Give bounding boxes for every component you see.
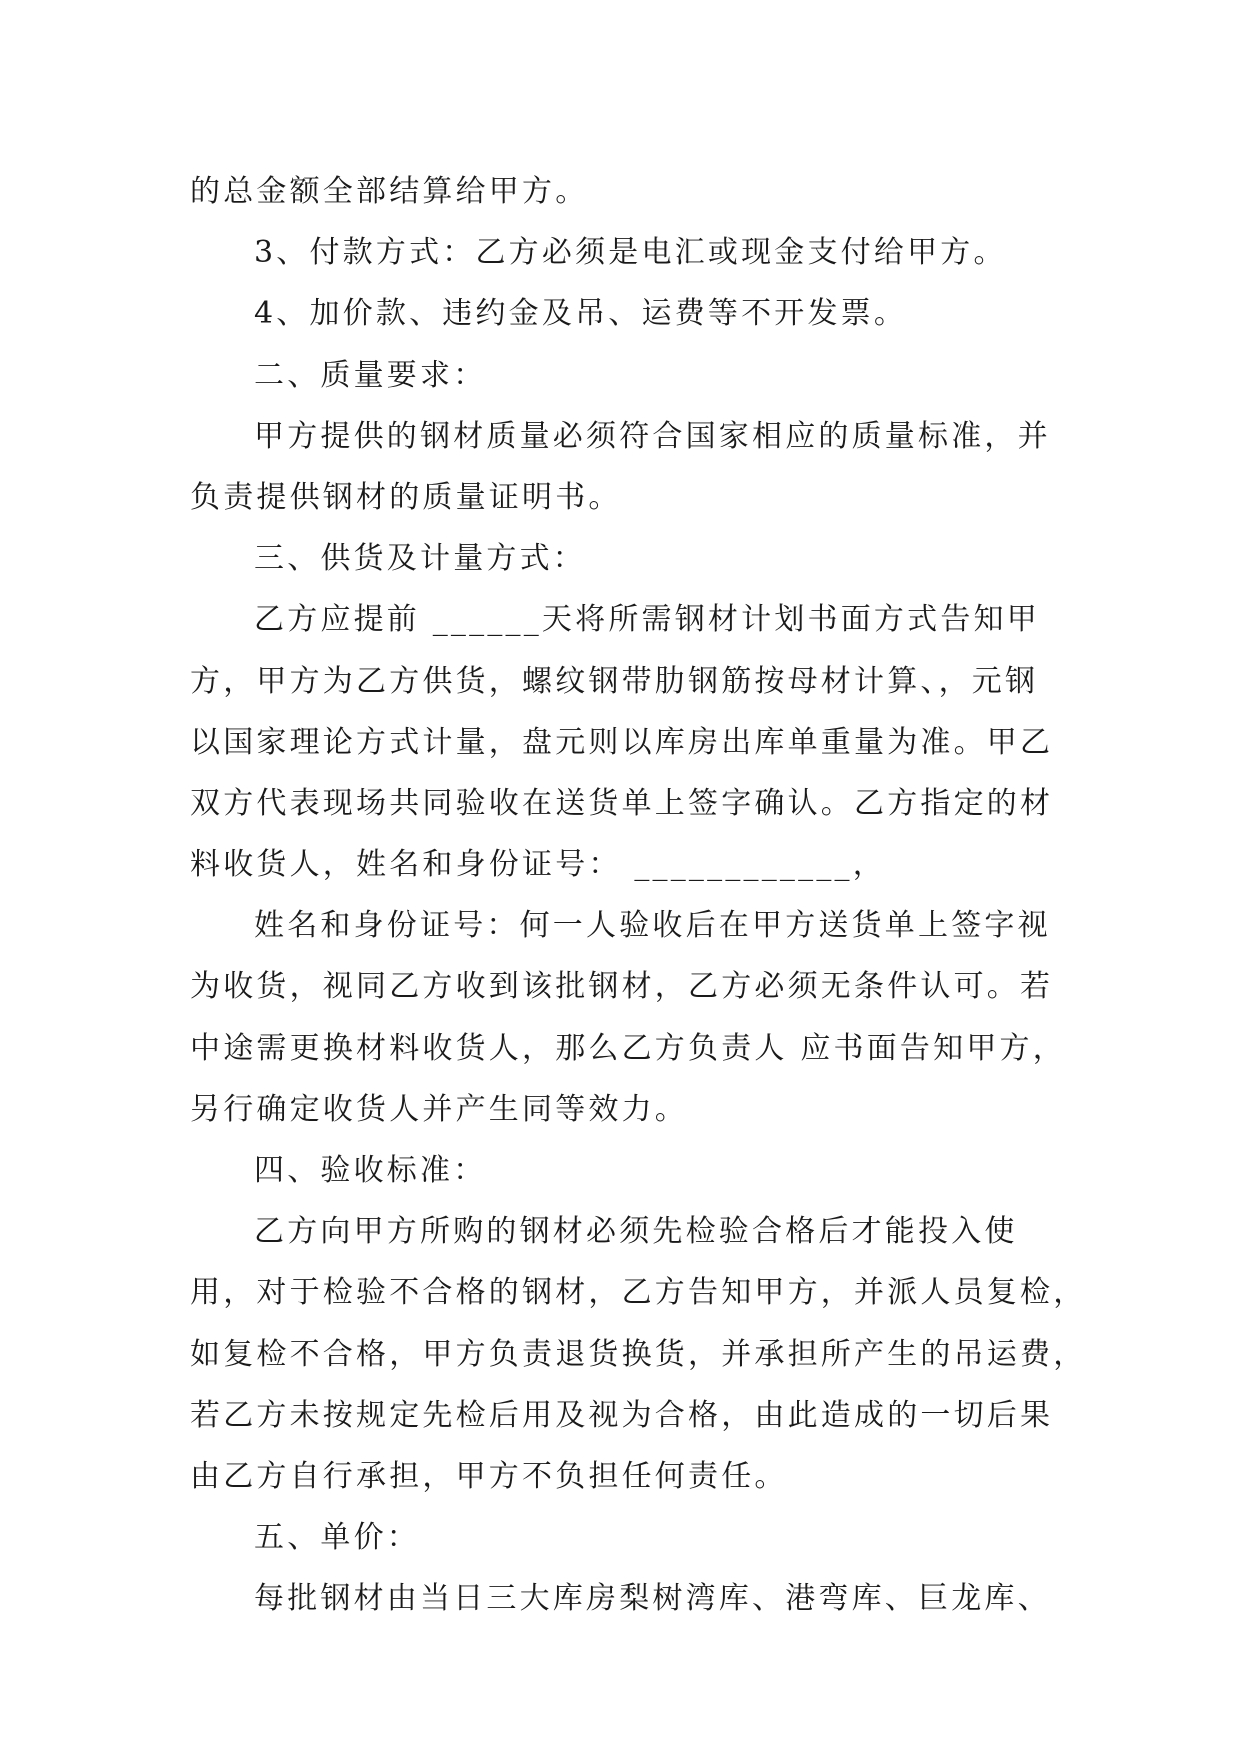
text-line: 乙方向甲方所购的钢材必须先检验合格后才能投入使 — [254, 1214, 1018, 1250]
text-line: 4、加价款、违约金及吊、运费等不开发票。 — [254, 296, 908, 332]
text-line: 用，对于检验不合格的钢材，乙方告知甲方，并派人员复检， — [190, 1275, 1087, 1311]
section-heading: 三、供货及计量方式： — [254, 541, 586, 577]
text-line: 如复检不合格，甲方负责退货换货，并承担所产生的吊运费， — [190, 1336, 1087, 1372]
section-heading: 二、质量要求： — [254, 357, 487, 393]
text-line: 负责提供钢材的质量证明书。 — [190, 479, 622, 515]
text-line: 为收货，视同乙方收到该批钢材，乙方必须无条件认可。若 — [190, 969, 1054, 1005]
text-line: 以国家理论方式计量，盘元则以库房出库单重量为准。甲乙 — [190, 724, 1054, 760]
text-line: 由乙方自行承担，甲方不负担任何责任。 — [190, 1458, 788, 1494]
text-line: 3、付款方式：乙方必须是电汇或现金支付给甲方。 — [254, 235, 1007, 271]
section-heading: 五、单价： — [254, 1520, 420, 1556]
text-line: 中途需更换材料收货人，那么乙方负责人 应书面告知甲方， — [190, 1030, 1066, 1066]
text-line: 另行确定收货人并产生同等效力。 — [190, 1091, 688, 1127]
text-line: 料收货人，姓名和身份证号： ____________， — [190, 847, 886, 883]
document-body — [190, 161, 1087, 1630]
text-line: 乙方应提前 ______天将所需钢材计划书面方式告知甲 — [254, 602, 1040, 638]
text-line: 姓名和身份证号：何一人验收后在甲方送货单上签字视 — [254, 908, 1051, 944]
text-line: 甲方提供的钢材质量必须符合国家相应的质量标准，并 — [254, 418, 1051, 454]
text-line: 方，甲方为乙方供货，螺纹钢带肋钢筋按母材计算、，元钢 — [190, 663, 1039, 699]
text-line: 的总金额全部结算给甲方。 — [190, 174, 589, 209]
section-heading: 四、验收标准： — [254, 1153, 487, 1188]
text-line: 每批钢材由当日三大库房梨树湾库、港弯库、巨龙库、 — [254, 1581, 1051, 1617]
text-line: 双方代表现场共同验收在送货单上签字确认。乙方指定的材 — [190, 785, 1054, 821]
text-line: 若乙方未按规定先检后用及视为合格，由此造成的一切后果 — [190, 1397, 1054, 1433]
